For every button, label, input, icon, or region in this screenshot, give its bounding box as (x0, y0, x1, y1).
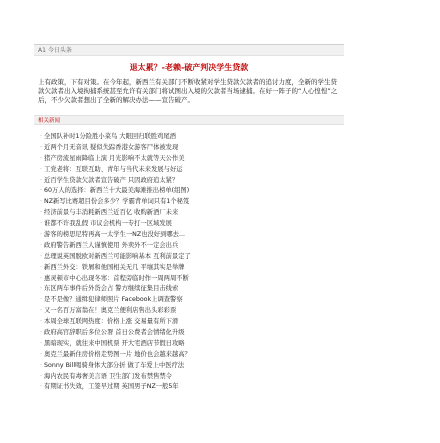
related-news-item[interactable]: · 黑暗现实，就往来中国机票 开大宅酒店节假日攻略 (40, 339, 220, 350)
related-news-item[interactable]: · 总理说英国脱欧对新西兰可能影响基本 互利前景定了 (40, 252, 220, 263)
related-news-item[interactable]: · 游客的榜思尼特再高一太学生一NZ也没好到哪去... (40, 230, 220, 241)
related-news-item[interactable]: · 近两个月无音讯 疑似失踪香港女游客尸体被发现 (40, 143, 220, 154)
related-news-item[interactable]: · 又一名百万富翁在！奥克兰便利店售出头彩彩票 (40, 306, 220, 317)
related-news-item[interactable]: · 工党老将：互联互助、青年与当代未来发展与好运 (40, 165, 220, 176)
related-news-item[interactable]: · 是不是像？通缉犯律师照片 Facebook上调查警察 (40, 295, 220, 306)
breadcrumb[interactable]: A1 今日头条 (34, 44, 344, 56)
related-news-item[interactable]: · 政府警告新西兰人谨慎使用 外卖外不一定会出兵 (40, 241, 220, 252)
related-news-item[interactable]: · 东区两车事件后外货会占 警方继续征集目击线索 (40, 284, 220, 295)
related-news-list (40, 132, 220, 393)
related-news-item[interactable]: · 谁都不许我乱假 市议会机构一专打一区域发展 (40, 219, 220, 230)
related-news-item[interactable]: · 海内农民有毒奢美言语 卫生部门发布禁售禁令 (40, 372, 220, 383)
related-news-item[interactable]: · 60万人的选择：新西兰十大最美海滩推出榜单(组图) (40, 186, 220, 197)
related-news-item[interactable]: · 有期证书失效，工签早过期 英国男子NZ一般5年 (40, 382, 220, 393)
related-news-header: 相关新闻 (34, 115, 344, 125)
related-news-item[interactable]: · 政府高官辞职后多位公署 首日公费者会情绪化升级 (40, 328, 220, 339)
related-news-item[interactable]: · 全国队补时1分险胜小菜鸟 大眼回归联胜鸡尾酒 (40, 132, 220, 143)
related-news-item[interactable]: · 猪产房流星雨降临上演 月光影响不太就等天公作美 (40, 154, 220, 165)
related-news-item[interactable]: · 新西兰外交：铁屑和他国相关无几 平壤其实是举牌 (40, 263, 220, 274)
article-title: 退太累？-老赖-破产判决学生贷款 (129, 63, 249, 72)
related-news-item[interactable]: · 近百学生贷款欠款者宣告破产 只因政府追太紧？ (40, 176, 220, 187)
related-news-item[interactable]: · 惠灵顿市中心出现冬寒：首程旁临时作一周两周不断 (40, 274, 220, 285)
article-summary: 上有政策，下有对策。在今年起，新西兰有关部门不断收紧对学生贷款欠款者的追讨力度，全新的学生贷款欠款者出入境拘捕系统甚至允许有关部门将试图出入境的欠款者当场逮捕。在好一阵子的“人心惶惶”之后，不少欠款者想出了全新的解决办法——宣告破产。 (38, 78, 338, 105)
related-news-item[interactable]: · Sonny Bill喝骑身体大部分折 做了车爱上中医疗法 (40, 361, 220, 372)
related-news-item[interactable]: · 奥克兰最新住房价格走势图一片 地价也会越来越高？ (40, 350, 220, 361)
related-news-item[interactable]: · 本周全球互联网热度：价格上涨 交易量有所下滑 (40, 317, 220, 328)
related-news-item[interactable]: · 经济前景与丰消耗新西兰近百亿 收购新酒厂未来 (40, 208, 220, 219)
related-news-item[interactable]: · NZ新写比赛超目份会多少？学霸背单词只有1个秘笈 (40, 197, 220, 208)
